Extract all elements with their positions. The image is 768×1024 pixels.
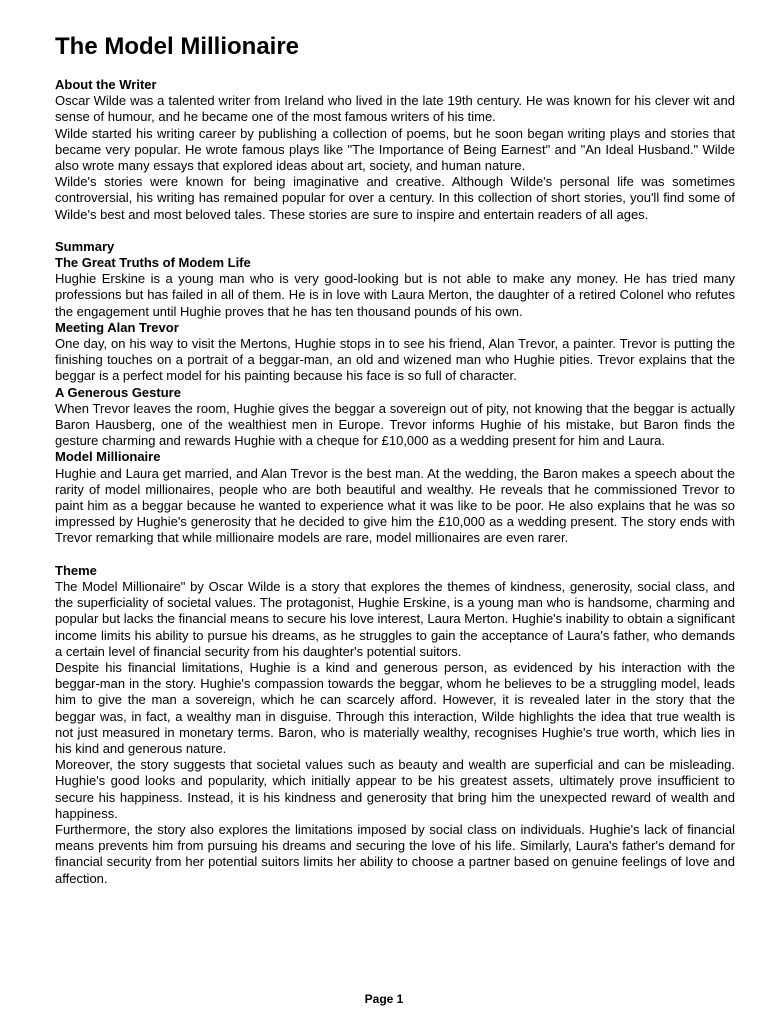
theme-paragraph: Despite his financial limitations, Hughie is a kind and generous person, as evidenced by his interaction with the beggar-man in the story. Hughie's compassion towards the beggar, whom he believes to be a struggling model, leads him to give the man a sovereign, which he can scarcely afford. However, it is revealed later in the story that the beggar was, in fact, a wealthy man in disguise. Through this interaction, Wilde highlights the idea that true wealth is not just measured in monetary terms. Baron, who is materially wealthy, recognises Hughie's true worth, which lies in his kind and generous nature.: [55, 659, 735, 756]
document-page: [55, 32, 735, 887]
section-gap: [55, 547, 735, 563]
summary-paragraph: Hughie Erskine is a young man who is very good-looking but is not able to make any money. He has tried many professions but has failed in all of them. He is in love with Laura Merton, the daughter of a retired Colonel who refutes the engagement until Hughie proves that he has ten thousand pounds of his own.: [55, 271, 735, 319]
summary-paragraph: When Trevor leaves the room, Hughie gives the beggar a sovereign out of pity, not knowing that the beggar is actually Baron Hausberg, one of the wealthiest men in Europe. Trevor informs Hughie of his mistake, but Baron finds the gesture charming and rewards Hughie with a cheque for £10,000 as a wedding present for him and Laura.: [55, 400, 735, 449]
about-heading: About the Writer: [55, 77, 157, 92]
theme-paragraph: Furthermore, the story also explores the limitations imposed by social class on individuals. Hughie's lack of financial means prevents him from pursuing his dreams and securing the love of his life. Similarly, Laura's father's demand for financial security from her potential suitors limits her ability to choose a partner based on genuine feelings of love and affection.: [55, 821, 735, 886]
summary-subheading: Meeting Alan Trevor: [55, 319, 179, 335]
summary-subheading: The Great Truths of Modem Life: [55, 255, 251, 271]
page-number: Page 1: [364, 992, 404, 1006]
summary-subheading: A Generous Gesture: [55, 384, 181, 400]
summary-paragraph: Hughie and Laura get married, and Alan Trevor is the best man. At the wedding, the Baron makes a speech about the rarity of model millionaires, people who are both beautiful and wealthy. He reveals that he commissioned Trevor to paint him as a beggar because he wanted to experience what it was like to be poor. He also explains that he was so impressed by Hughie's generosity that he decided to give him the £10,000 as a wedding present. The story ends with Trevor remarking that while millionaire models are rare, model millionaires are even rarer.: [55, 465, 735, 546]
about-paragraph: Oscar Wilde was a talented writer from Ireland who lived in the late 19th century. He was known for his clever wit and sense of humour, and he became one of the most famous writers of his time.: [55, 93, 735, 125]
section-gap: [55, 223, 735, 239]
theme-paragraph: Moreover, the story suggests that societal values such as beauty and wealth are superficial and can be misleading. Hughie's good looks and popularity, which initially appear to be his greatest assets, ultimately prove insufficient to secure his happiness. Instead, it is his kindness and generosity that bring him the unexpected reward of wealth and happiness.: [55, 757, 735, 821]
summary-heading: Summary: [55, 238, 115, 254]
theme-paragraph: The Model Millionaire" by Oscar Wilde is a story that explores the themes of kindness, generosity, social class, and the superficiality of societal values. The protagonist, Hughie Erskine, is a young man who is handsome, charming and popular but lacks the financial means to secure his love interest, Laura Merton. Hughie's inability to obtain a significant income limits his ability to pursue his dreams, as he struggles to gain the acceptance of Laura's father, who demands a certain level of financial security from his daughter's potential suitors.: [55, 578, 735, 659]
about-paragraph: Wilde started his writing career by publishing a collection of poems, but he soon began writing plays and stories that became very popular. He wrote famous plays like "The Importance of Being Earnest" and "An Ideal Husband." Wilde also wrote many essays that explored ideas about art, society, and human nature.: [55, 125, 735, 174]
about-paragraph: Wilde's stories were known for being imaginative and creative. Although Wilde's personal life was sometimes controversial, his writing has remained popular for over a century. In this collection of short stories, you'll find some of Wilde's best and most beloved tales. These stories are sure to inspire and entertain readers of all ages.: [55, 174, 735, 222]
theme-heading: Theme: [55, 562, 97, 578]
page-title: The Model Millionaire: [55, 33, 300, 60]
summary-paragraph: One day, on his way to visit the Mertons, Hughie stops in to see his friend, Alan Trevor, a painter. Trevor is putting the finishing touches on a portrait of a beggar-man, an old and wizened man who Hughie pities. Trevor explains that the beggar is a perfect model for his painting because his face is so full of character.: [55, 336, 735, 384]
summary-subheading: Model Millionaire: [55, 449, 161, 465]
